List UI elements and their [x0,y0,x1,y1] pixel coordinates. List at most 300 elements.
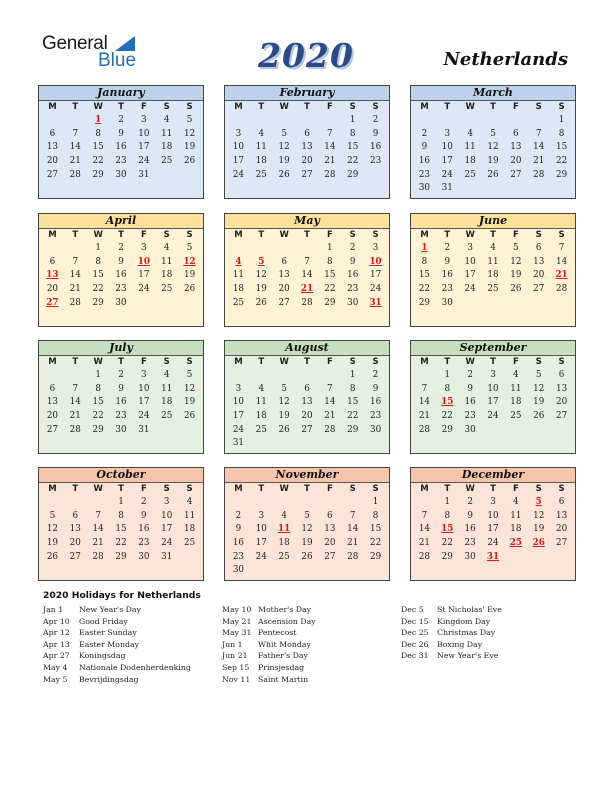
empty-day [504,114,527,128]
day: 27 [555,411,568,422]
holiday-day: 21 [300,284,314,295]
day: 12 [183,383,196,394]
day: 30 [464,424,476,435]
holiday-day: 27 [46,297,59,308]
day: 22 [555,156,568,167]
holiday-date: Nov 11 [222,674,251,684]
day: 2 [118,370,124,380]
day: 27 [555,538,568,549]
day: 12 [46,524,59,535]
weekday-header: T [444,484,451,494]
day: 4 [258,383,265,394]
empty-day [227,496,250,510]
day: 19 [278,411,290,422]
day: 1 [372,497,379,507]
month-title: May [225,214,389,229]
weekday-header: S [558,230,565,240]
day: 29 [369,551,382,562]
day: 25 [278,551,290,562]
day: 11 [161,128,173,139]
day: 16 [464,397,476,408]
month-title: June [411,214,575,229]
holiday-row [43,617,191,629]
holiday-date: May 4 [43,662,68,672]
day: 25 [510,411,522,422]
day: 20 [46,156,59,167]
month-title: March [411,86,575,101]
day: 12 [510,256,522,267]
holiday-column [222,605,316,686]
day: 6 [49,128,56,139]
month-january [38,85,204,199]
day: 28 [301,297,313,308]
day: 31 [138,169,150,180]
holiday-day: 26 [532,538,545,549]
day: 5 [186,370,193,380]
weekday-header: S [558,484,565,494]
day: 3 [258,510,265,521]
day: 29 [92,424,104,435]
day: 30 [369,424,382,435]
day: 3 [444,128,451,139]
day: 9 [349,256,356,267]
day: 8 [421,256,428,267]
day: 21 [418,411,431,422]
holiday-date: Sep 15 [222,662,250,672]
day: 20 [301,156,313,167]
holiday-date: Dec 15 [401,616,429,626]
empty-day [318,114,341,128]
holiday-row [43,663,191,675]
day: 25 [464,169,476,180]
weekday-header: F [326,230,333,240]
day: 16 [138,524,150,535]
day: 20 [555,397,568,408]
day: 28 [324,169,336,180]
holiday-date: May 31 [222,628,252,638]
day: 7 [72,383,79,394]
day: 1 [95,370,101,380]
day: 22 [369,538,382,549]
day: 28 [418,424,431,435]
day: 1 [444,497,451,507]
day: 6 [535,243,542,253]
holiday-date: Apr 12 [43,628,70,638]
day: 2 [141,497,147,507]
empty-day [227,114,250,128]
day: 13 [555,510,568,521]
day: 28 [324,424,336,435]
day: 18 [510,397,522,408]
day: 11 [510,510,522,521]
day: 12 [278,142,290,153]
empty-day [273,496,296,510]
empty-day [64,496,87,510]
day: 25 [183,538,196,549]
day: 22 [92,411,104,422]
day: 14 [324,142,336,153]
day: 14 [555,256,568,267]
day: 17 [464,270,476,281]
weekday-header: S [163,230,170,240]
day: 23 [441,284,453,295]
day: 7 [327,128,333,139]
day: 18 [232,284,245,295]
day: 1 [349,115,356,125]
day: 3 [467,243,473,253]
day: 23 [418,169,431,180]
day: 9 [444,256,451,267]
day: 30 [418,183,431,194]
month-may [224,213,390,327]
day: 12 [183,128,196,139]
day: 15 [92,142,104,153]
holiday-day: 4 [235,256,242,267]
day: 27 [533,284,545,295]
calendar-year: 2020 [258,36,354,75]
day: 10 [441,142,453,153]
holiday-name: Christmas Day [437,628,496,638]
day: 24 [138,411,150,422]
weekday-header: S [349,102,356,112]
day: 5 [535,370,542,380]
day: 14 [418,524,431,535]
weekday-header: M [48,230,57,240]
day: 23 [115,411,127,422]
weekday-header: T [258,102,265,112]
day: 23 [369,411,382,422]
day: 18 [161,142,173,153]
weekday-header: W [93,102,103,112]
day: 23 [138,538,150,549]
day: 29 [347,169,359,180]
day: 30 [441,297,453,308]
weekday-header: T [444,102,451,112]
holidays-title: 2020 Holidays for Netherlands [43,590,201,601]
empty-day [527,114,550,128]
empty-day [436,114,459,128]
day: 2 [421,128,428,139]
day-grid [411,483,575,564]
day: 25 [161,411,173,422]
day: 4 [163,370,170,380]
empty-day [482,114,505,128]
day: 16 [115,142,127,153]
weekday-header: W [93,357,103,367]
day: 6 [281,256,287,267]
day: 12 [301,524,313,535]
day: 22 [347,156,359,167]
day: 5 [281,128,287,139]
day: 14 [533,142,545,153]
day: 30 [115,297,127,308]
month-july [38,340,204,454]
weekday-header: F [326,102,333,112]
day: 7 [558,243,565,253]
day: 16 [369,142,382,153]
month-title: October [39,468,203,483]
day: 19 [533,524,545,535]
day: 27 [301,424,313,435]
holiday-row [222,651,316,663]
day: 24 [138,156,150,167]
day: 9 [421,142,428,153]
day: 3 [141,370,147,380]
day-grid [411,101,575,196]
day: 15 [347,397,359,408]
day: 29 [555,169,568,180]
day: 5 [490,128,496,139]
holiday-row [43,628,191,640]
day: 29 [115,551,127,562]
month-title: February [225,86,389,101]
day: 12 [533,383,545,394]
month-title: December [411,468,575,483]
weekday-header: F [512,484,519,494]
day: 7 [349,510,356,521]
day: 17 [255,538,267,549]
day: 10 [255,524,267,535]
day-grid [39,101,203,182]
weekday-header: T [304,102,310,112]
day: 6 [558,370,565,380]
day: 15 [347,142,359,153]
day: 5 [186,115,193,125]
weekday-header: S [163,102,170,112]
day: 12 [278,397,290,408]
day: 23 [115,156,127,167]
weekday-header: S [186,230,193,240]
holiday-day: 1 [421,243,428,253]
day: 31 [138,424,150,435]
weekday-header: W [465,357,475,367]
day: 10 [232,142,245,153]
month-april [38,213,204,327]
day: 20 [324,538,336,549]
day: 3 [490,497,496,507]
day: 5 [281,383,287,394]
day: 23 [115,284,127,295]
day: 16 [418,156,431,167]
day: 8 [95,256,101,267]
day: 13 [555,383,568,394]
weekday-header: S [535,484,542,494]
empty-day [227,369,250,383]
day: 22 [441,538,453,549]
day: 31 [161,551,173,562]
day: 3 [372,243,379,253]
holiday-row [43,675,191,687]
weekday-header: T [118,357,124,367]
empty-day [296,369,319,383]
day-grid [39,356,203,437]
holiday-name: Mother's Day [258,605,312,614]
day: 16 [232,538,245,549]
day: 8 [95,383,101,394]
logo-text-general: General [42,33,108,54]
day: 18 [161,270,173,281]
weekday-header: S [535,230,542,240]
empty-day [273,114,296,128]
day: 22 [418,284,431,295]
weekday-header: S [372,102,379,112]
day: 26 [278,169,290,180]
day-grid [225,356,389,451]
empty-day [413,496,436,510]
holiday-day: 5 [535,497,542,507]
day: 2 [235,510,242,521]
empty-day [273,369,296,383]
day: 5 [186,243,193,253]
empty-day [41,242,64,256]
day: 13 [278,270,290,281]
weekday-header: M [48,484,57,494]
day: 4 [186,497,193,507]
day: 17 [232,411,245,422]
weekday-header: F [140,357,147,367]
day: 28 [69,424,81,435]
holiday-row [401,617,502,629]
day: 5 [513,243,519,253]
day: 15 [555,142,568,153]
weekday-header: F [512,102,519,112]
holiday-day: 31 [486,551,500,562]
weekday-header: T [490,484,496,494]
holiday-date: May 10 [222,605,252,614]
day: 7 [327,383,333,394]
day: 7 [421,510,428,521]
empty-day [296,114,319,128]
holiday-name: Father's Day [258,651,308,661]
day: 2 [118,243,124,253]
day: 11 [232,270,245,281]
weekday-header: M [420,102,429,112]
day: 22 [92,156,104,167]
holiday-row [222,640,316,652]
weekday-header: S [186,102,193,112]
weekday-header: F [326,484,333,494]
day: 19 [183,142,196,153]
empty-day [87,496,110,510]
day: 12 [487,142,499,153]
weekday-header: M [420,357,429,367]
day: 13 [301,142,313,153]
day: 15 [92,397,104,408]
day: 25 [161,284,173,295]
holiday-date: Dec 26 [401,639,429,649]
day: 6 [304,128,310,139]
day: 19 [183,270,196,281]
weekday-header: W [465,484,475,494]
day: 13 [46,142,59,153]
day: 26 [255,297,267,308]
day: 18 [183,524,196,535]
empty-day [296,242,319,256]
month-august [224,340,390,454]
weekday-header: M [420,484,429,494]
day-grid [39,483,203,564]
day: 26 [183,284,196,295]
weekday-header: W [465,230,475,240]
weekday-header: S [349,357,356,367]
weekday-header: T [72,484,79,494]
day: 8 [444,510,451,521]
day: 13 [46,397,59,408]
holiday-name: Saint Martin [258,674,309,684]
day: 11 [161,256,173,267]
day: 26 [183,156,196,167]
day: 24 [441,169,453,180]
day: 23 [464,538,476,549]
weekday-header: S [372,484,379,494]
country-name: Netherlands [443,49,568,70]
empty-day [64,369,87,383]
day-grid [411,229,575,310]
day: 9 [372,383,379,394]
day: 11 [487,256,499,267]
empty-day [318,496,341,510]
day: 11 [255,142,267,153]
day: 18 [161,397,173,408]
day: 3 [235,383,242,394]
holiday-row [43,651,191,663]
empty-day [273,242,296,256]
day: 24 [464,284,476,295]
holiday-name: St Nicholas' Eve [437,605,502,614]
day: 13 [69,524,81,535]
day: 23 [464,411,476,422]
holiday-date: Apr 13 [43,639,70,649]
day: 21 [69,411,81,422]
day: 1 [444,370,451,380]
day: 30 [232,565,245,576]
day: 28 [69,297,81,308]
weekday-header: T [118,230,124,240]
day: 4 [163,115,170,125]
day: 24 [138,284,150,295]
day-grid [225,229,389,310]
day: 16 [347,270,359,281]
weekday-header: S [186,357,193,367]
day: 28 [92,551,104,562]
empty-day [41,114,64,128]
day: 10 [161,510,173,521]
day: 27 [278,297,290,308]
day: 4 [513,370,519,380]
weekday-header: S [349,484,356,494]
day: 24 [487,538,499,549]
day: 11 [510,383,522,394]
holiday-date: Apr 10 [43,616,70,626]
weekday-header: F [140,484,147,494]
holiday-day: 12 [183,256,196,267]
day: 14 [92,524,104,535]
holiday-date: Apr 27 [43,651,70,661]
holiday-day: 15 [441,524,454,535]
empty-day [413,114,436,128]
day: 31 [232,438,245,449]
weekday-header: S [372,230,379,240]
day: 20 [533,270,545,281]
holiday-date: Jun 21 [222,651,248,661]
weekday-header: S [535,102,542,112]
day: 20 [555,524,568,535]
weekday-header: T [118,484,124,494]
weekday-header: S [558,102,565,112]
weekday-header: F [140,230,147,240]
weekday-header: F [512,230,519,240]
day: 11 [161,383,173,394]
